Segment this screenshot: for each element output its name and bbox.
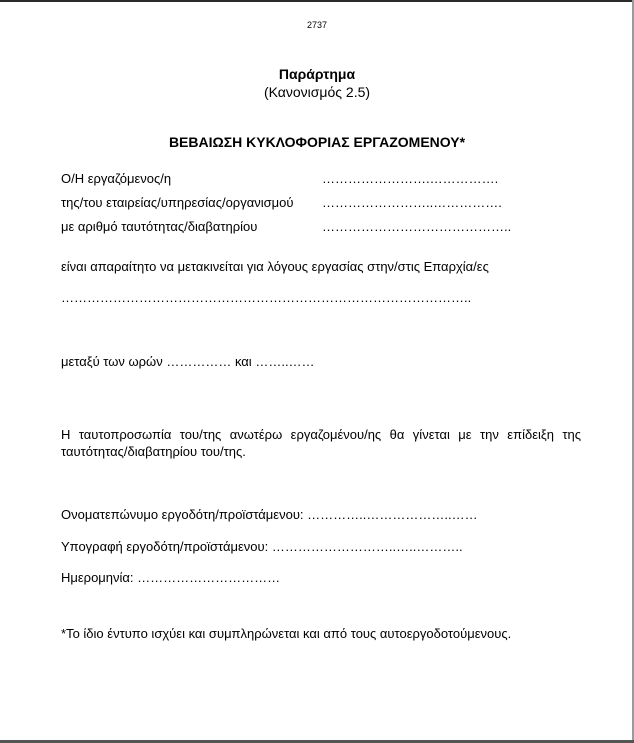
page-top-border: [0, 0, 634, 2]
annex-title: Παράρτημα: [278, 66, 356, 82]
hours-to-blank[interactable]: ……..……: [255, 354, 315, 369]
company-label: της/του εταιρείας/υπηρεσίας/οργανισμού: [61, 195, 294, 210]
employer-signature-blank[interactable]: ………………………..…..………..: [271, 539, 463, 554]
hours-label: μεταξύ των ωρών: [61, 354, 163, 369]
hours-line: [61, 354, 315, 369]
form-title: ΒΕΒΑΙΩΣΗ ΚΥΚΛΟΦΟΡΙΑΣ ΕΡΓΑΖΟΜΕΝΟΥ*: [168, 134, 466, 150]
employer-name-line: [61, 507, 478, 522]
travel-statement: είναι απαραίτητο να μετακινείται για λόγους εργασίας στην/στις Επαρχία/ες: [61, 259, 489, 274]
footnote: *Το ίδιο έντυπο ισχύει και συμπληρώνεται και από τους αυτοεργοδοτούμενους.: [61, 626, 512, 641]
annex-regulation: (Κανονισμός 2.5): [263, 84, 371, 100]
company-blank[interactable]: ……………………..…………….: [322, 195, 502, 210]
employer-name-label: Ονοματεπώνυμο εργοδότη/προϊστάμενου:: [61, 507, 304, 522]
hours-and-label: και: [234, 354, 252, 369]
employee-name-label: Ο/Η εργαζόμενος/η: [61, 171, 172, 186]
date-line: [61, 570, 280, 585]
id-number-blank[interactable]: ……………………………………..: [322, 219, 512, 234]
date-blank[interactable]: ……………………………: [137, 570, 281, 585]
hours-from-blank[interactable]: ……………: [166, 354, 232, 369]
employer-name-blank[interactable]: …………..………………..……: [307, 507, 478, 522]
date-label: Ημερομηνία:: [61, 570, 134, 585]
employer-signature-line: [61, 539, 463, 554]
district-blank[interactable]: …………………………………………………………………………………..: [61, 290, 472, 305]
page-number: 2737: [306, 20, 328, 30]
employee-name-blank[interactable]: …………………….…………….: [322, 171, 499, 186]
identity-statement: Η ταυτοπροσωπία του/της ανωτέρω εργαζομένου/ης θα γίνεται με την επίδειξη της ταυτότητας/διαβατηρίου του/της.: [61, 427, 581, 459]
employer-signature-label: Υπογραφή εργοδότη/προϊστάμενου:: [61, 539, 269, 554]
id-number-label: με αριθμό ταυτότητας/διαβατηρίου: [61, 219, 258, 234]
